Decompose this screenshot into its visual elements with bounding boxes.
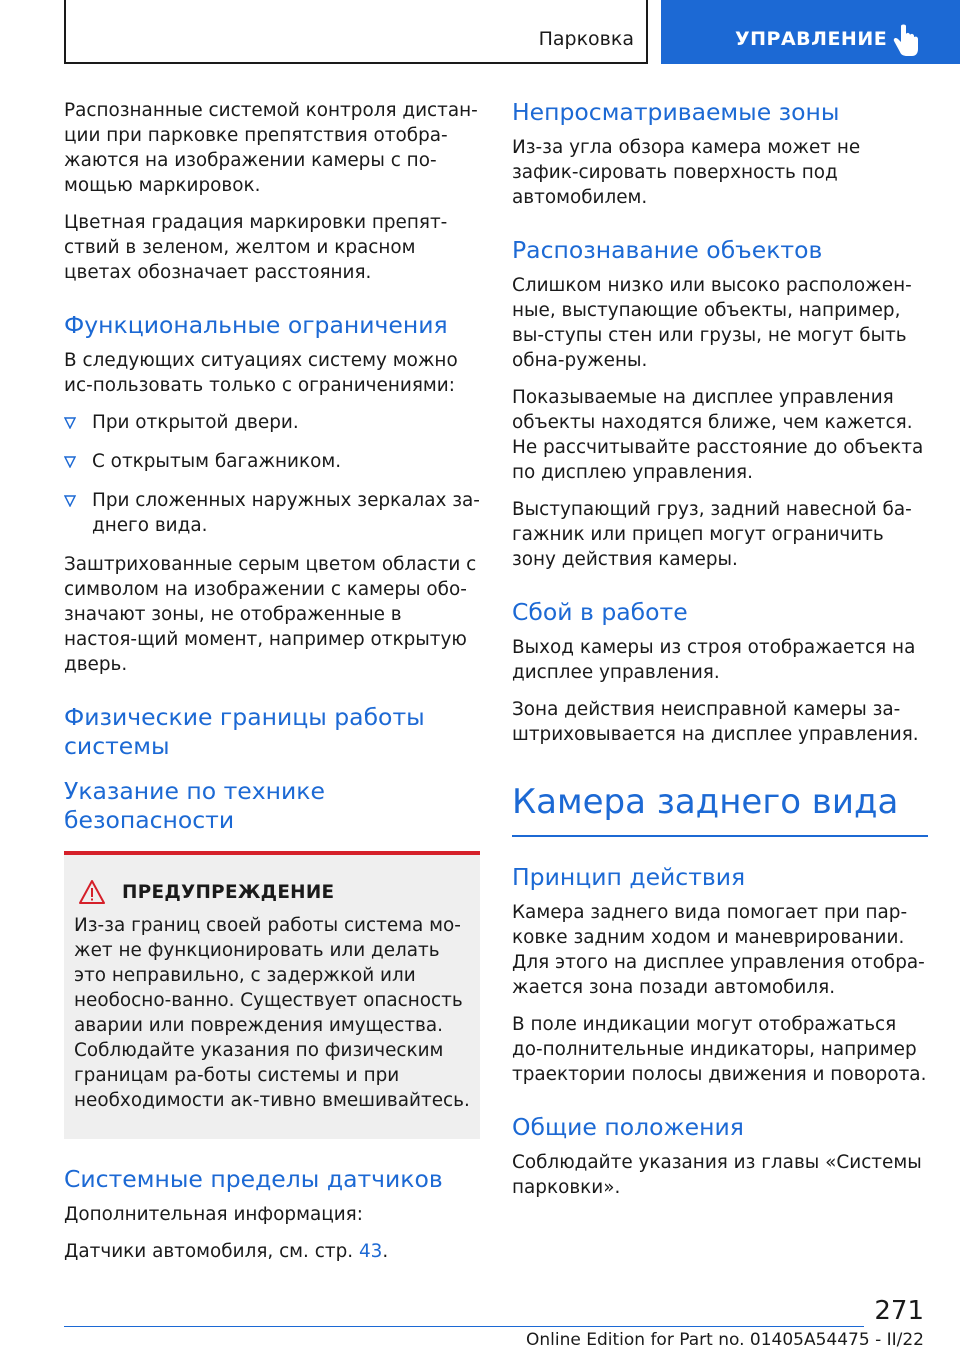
list-item-text: При сложенных наружных зеркалах за-днего вида. (92, 490, 480, 536)
reference-suffix: . (382, 1241, 389, 1262)
intro-paragraph-2: Цветная градация маркировки препят-ствий в зеленом, желтом и красном цветах обозначает расстояния. (64, 212, 448, 283)
object-recognition-paragraph-3: Выступающий груз, задний навесной ба-гажник или прицеп могут ограничить зону действия камеры. (512, 499, 912, 570)
object-recognition-paragraph-2: Показываемые на дисплее управления объекты находятся ближе, чем кажется. Не рассчитывайте расстояние до объекта по дисплею управления. (512, 387, 924, 483)
reference-text: Датчики автомобиля, см. стр. (64, 1241, 359, 1262)
principle-heading: Принцип действия (512, 863, 746, 891)
warning-header (74, 879, 470, 905)
triangle-bullet-icon (64, 417, 76, 429)
malfunction-paragraph-1: Выход камеры из строя отображается на дисплее управления. (512, 637, 916, 683)
edition-text: Online Edition for Part no. 01405A54475 - II/22 (525, 1330, 924, 1350)
list-item (64, 488, 480, 538)
warning-title: ПРЕДУПРЕЖДЕНИЕ (122, 881, 335, 903)
right-column (512, 98, 928, 1212)
physical-limits-heading: Физические границы работы системы (64, 703, 425, 760)
pointing-hand-icon (890, 24, 920, 58)
blind-zones-heading: Непросматриваемые зоны (512, 98, 840, 126)
warning-text: Из-за границ своей работы система мо-жет не функционировать или делать это неправильно, с задержкой или необосно-ванно. Существует опасность аварии или повреждения имущества. Соблюдайте указания по физическим границам ра-боты системы и при необходимости ак-тивно вмешивайтесь. (74, 915, 470, 1111)
page-number: 271 (874, 1296, 924, 1326)
triangle-bullet-icon (64, 456, 76, 468)
rear-camera-heading: Камера заднего вида (512, 782, 899, 822)
object-recognition-paragraph-1: Слишком низко или высоко расположен-ные, выступающие объекты, например, вы-ступы стен или грузы, не могут быть обна-ружены. (512, 275, 912, 371)
list-item (64, 410, 480, 435)
list-item-text: При открытой двери. (92, 412, 299, 433)
malfunction-heading: Сбой в работе (512, 598, 688, 626)
safety-note-heading: Указание по технике безопасности (64, 777, 325, 834)
functional-limits-list (64, 410, 480, 538)
intro-paragraph-1: Распознанные системой контроля дистан-ции при парковке препятствия отобра-жаются на изображении камеры с по-мощью маркировок. (64, 100, 478, 196)
object-recognition-heading: Распознавание объектов (512, 236, 823, 264)
sensor-limits-text: Дополнительная информация: (64, 1204, 363, 1225)
footer-divider (64, 1326, 864, 1327)
list-item-text: С открытым багажником. (92, 451, 342, 472)
functional-limits-heading: Функциональные ограничения (64, 311, 448, 339)
warning-triangle-icon (78, 879, 106, 905)
functional-limits-after-text: Заштрихованные серым цветом области с символом на изображении с камеры обо-значают зоны, не отображенные в настоя-щий момент, например открытую дверь. (64, 554, 477, 675)
chapter-tab-label: УПРАВЛЕНИЕ (735, 28, 888, 50)
principle-paragraph-2: В поле индикации могут отображаться до-полнительные индикаторы, например траектории полосы движения и поворота. (512, 1014, 927, 1085)
sensor-limits-reference (64, 1239, 480, 1264)
general-text: Соблюдайте указания из главы «Системы парковки». (512, 1152, 922, 1198)
page-link[interactable]: 43 (358, 1241, 383, 1262)
header-frame (64, 0, 648, 64)
sensor-limits-heading: Системные пределы датчиков (64, 1165, 443, 1193)
triangle-bullet-icon (64, 495, 76, 507)
malfunction-paragraph-2: Зона действия неисправной камеры за-штриховывается на дисплее управления. (512, 699, 919, 745)
blind-zones-text: Из-за угла обзора камера может не зафик-сировать поверхность под автомобилем. (512, 137, 861, 208)
functional-limits-text: В следующих ситуациях систему можно ис-пользовать только с ограничениями: (64, 350, 458, 396)
section-label: Парковка (538, 28, 634, 50)
general-heading: Общие положения (512, 1113, 744, 1141)
chapter-divider (512, 835, 928, 837)
list-item (64, 449, 480, 474)
left-column (64, 98, 480, 1276)
principle-paragraph-1: Камера заднего вида помогает при пар-ковке задним ходом и маневрировании. Для этого на дисплее управления отобра-жается зона позади автомобиля. (512, 902, 925, 998)
warning-box (64, 855, 480, 1139)
